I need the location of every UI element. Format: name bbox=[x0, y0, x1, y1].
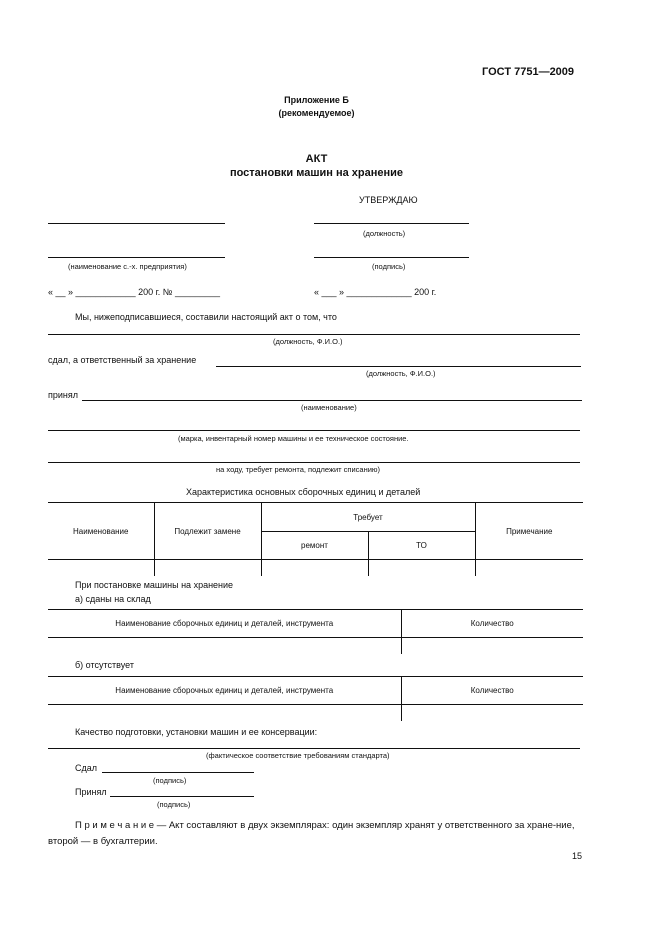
table1-title: Характеристика основных сборочных единиц и деталей bbox=[186, 487, 421, 497]
table-cell bbox=[48, 638, 401, 654]
accepted-signature-label: Принял bbox=[75, 787, 107, 797]
table-cell bbox=[475, 560, 583, 576]
quality-label: Качество подготовки, установки машин и ее консервации: bbox=[75, 727, 318, 737]
table-cell bbox=[48, 705, 401, 721]
handed-label: сдал, а ответственный за хранение bbox=[48, 355, 197, 365]
table-cell bbox=[401, 705, 583, 721]
line-accepted-signature bbox=[110, 796, 254, 797]
signature-caption: (подпись) bbox=[372, 262, 406, 271]
storage-intro: При постановке машины на хранение bbox=[75, 580, 234, 590]
table-cell bbox=[48, 560, 154, 576]
caption-position-fio: (должность, Ф.И.О.) bbox=[273, 337, 343, 346]
components-table bbox=[48, 502, 583, 576]
col-repair: ремонт bbox=[261, 532, 368, 560]
approval-label: УТВЕРЖДАЮ bbox=[359, 195, 418, 205]
caption-brand: (марка, инвентарный номер машины и ее техническое состояние. bbox=[178, 434, 409, 443]
line-handed-signature bbox=[102, 772, 254, 773]
caption-quality: (фактическое соответствие требованиям стандарта) bbox=[206, 751, 390, 760]
caption-name: (наименование) bbox=[301, 403, 357, 412]
missing-table bbox=[48, 676, 583, 721]
accepted-label: принял bbox=[48, 390, 79, 400]
col-replace: Подлежит замене bbox=[154, 503, 261, 560]
signature-line bbox=[314, 257, 469, 258]
note-text: — Акт составляют в двух экземплярах: один экземпляр хранят у ответственного за хране-ние, второй — в бухгалтерии. bbox=[48, 820, 575, 847]
line-quality bbox=[48, 748, 580, 749]
warehouse-table bbox=[48, 609, 583, 654]
act-subtitle: постановки машин на хранение bbox=[229, 167, 404, 179]
org-line-1 bbox=[48, 223, 225, 224]
storage-item-a: а) сданы на склад bbox=[75, 594, 151, 604]
col-name: Наименование bbox=[48, 503, 154, 560]
note-paragraph bbox=[48, 818, 588, 850]
annex-title: Приложение Б bbox=[284, 95, 349, 105]
col-quantity: Количество bbox=[401, 677, 583, 705]
line-brand bbox=[48, 430, 580, 431]
handed-signature-label: Сдал bbox=[75, 763, 98, 773]
act-title: АКТ bbox=[305, 153, 328, 165]
line-position-fio bbox=[48, 334, 580, 335]
page-number: 15 bbox=[572, 851, 583, 861]
annex-subtitle: (рекомендуемое) bbox=[278, 108, 355, 118]
col-note: Примечание bbox=[475, 503, 583, 560]
table-cell bbox=[154, 560, 261, 576]
org-caption: (наименование с.-х. предприятия) bbox=[68, 262, 187, 271]
position-line bbox=[314, 223, 469, 224]
line-accepted bbox=[82, 400, 582, 401]
org-line-2 bbox=[48, 257, 225, 258]
intro-text: Мы, нижеподписавшиеся, составили настоящий акт о том, что bbox=[75, 312, 337, 322]
col-requires: Требует bbox=[261, 503, 475, 532]
date-right: « ___ » _____________ 200 г. bbox=[314, 287, 437, 297]
note-prefix: П р и м е ч а н и е bbox=[75, 820, 155, 831]
standard-number: ГОСТ 7751—2009 bbox=[482, 66, 575, 78]
col-to: ТО bbox=[368, 532, 475, 560]
caption-position-fio-2: (должность, Ф.И.О.) bbox=[366, 369, 436, 378]
position-caption: (должность) bbox=[363, 229, 406, 238]
table-cell bbox=[261, 560, 368, 576]
caption-running: на ходу, требует ремонта, подлежит списанию) bbox=[216, 465, 381, 474]
col-quantity: Количество bbox=[401, 610, 583, 638]
caption-signature-1: (подпись) bbox=[153, 776, 187, 785]
storage-item-b: б) отсутствует bbox=[75, 660, 134, 670]
date-left: « __ » ____________ 200 г. № _________ bbox=[48, 287, 220, 297]
line-running bbox=[48, 462, 580, 463]
col-component-name: Наименование сборочных единиц и деталей, инструмента bbox=[48, 610, 401, 638]
line-handed bbox=[216, 366, 581, 367]
table-cell bbox=[368, 560, 475, 576]
table-cell bbox=[401, 638, 583, 654]
col-component-name: Наименование сборочных единиц и деталей, инструмента bbox=[48, 677, 401, 705]
caption-signature-2: (подпись) bbox=[157, 800, 191, 809]
